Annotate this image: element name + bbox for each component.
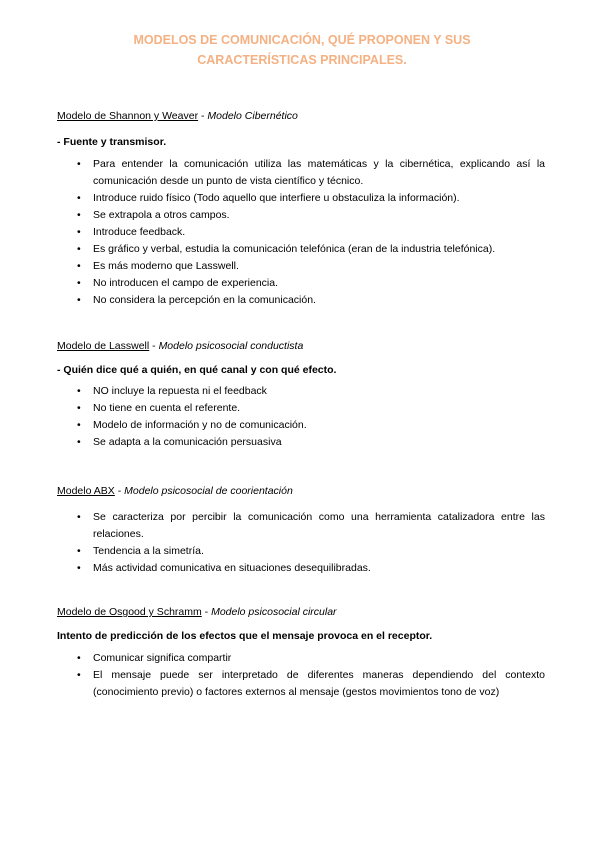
bullet-icon: •	[77, 545, 81, 557]
bullet-icon: •	[77, 562, 81, 574]
model-subtitle: Modelo Cibernético	[207, 110, 298, 122]
bullet-icon: •	[77, 209, 81, 221]
list-item: • Introduce ruido físico (Todo aquello que interfiere u obstaculiza la información).	[57, 190, 545, 207]
list-item: • Se adapta a la comunicación persuasiva	[57, 434, 545, 451]
model-name: Modelo de Osgood y Schramm	[57, 606, 202, 618]
section-shannon-weaver	[57, 108, 545, 309]
title-line-1: MODELOS DE COMUNICACIÓN, QUÉ PROPONEN Y SUS	[133, 33, 471, 47]
section-heading	[57, 483, 545, 499]
list-item: • Modelo de información y no de comunicación.	[57, 417, 545, 434]
model-subtitle: Modelo psicosocial de coorientación	[124, 485, 293, 497]
bullet-icon: •	[77, 294, 81, 306]
list-item: • Se caracteriza por percibir la comunicación como una herramienta catalizadora entre las relaciones.	[77, 511, 545, 540]
list-item: • No considera la percepción en la comunicación.	[57, 292, 545, 309]
bullet-icon: •	[77, 260, 81, 272]
section-heading	[57, 108, 545, 124]
heading-separator: -	[114, 485, 125, 497]
section-heading	[57, 338, 545, 354]
model-subtitle: Modelo psicosocial circular	[211, 606, 337, 618]
list-item: • El mensaje puede ser interpretado de diferentes maneras dependiendo del contexto (conocimiento previo) o factores externos al mensaje (gestos movimientos tono de voz)	[77, 669, 545, 698]
model-subtitle: Modelo psicosocial conductista	[158, 340, 304, 352]
section-abx	[57, 483, 545, 577]
list-item: • No introducen el campo de experiencia.	[57, 275, 545, 292]
heading-separator: -	[149, 340, 159, 352]
section-lead: - Fuente y transmisor.	[57, 136, 167, 148]
bullet-icon: •	[77, 385, 81, 397]
bullet-icon: •	[77, 192, 81, 204]
list-item: • Se extrapola a otros campos.	[57, 207, 545, 224]
list-item: • NO incluye la repuesta ni el feedback	[57, 383, 545, 400]
section-lasswell	[57, 338, 545, 451]
heading-separator: -	[198, 110, 208, 122]
bullet-icon: •	[77, 652, 81, 664]
list-item: • Más actividad comunicativa en situaciones desequilibradas.	[57, 560, 545, 577]
bullet-list	[57, 650, 545, 701]
bullet-icon: •	[77, 402, 81, 414]
bullet-icon: •	[77, 243, 81, 255]
section-heading	[57, 604, 545, 620]
list-item: • Es más moderno que Lasswell.	[57, 258, 545, 275]
bullet-icon: •	[77, 669, 81, 681]
list-item: • Para entender la comunicación utiliza las matemáticas y la cibernética, explicando así la comunicación desde un punto de vista científico y técnico.	[77, 158, 545, 187]
bullet-icon: •	[77, 226, 81, 238]
bullet-list	[57, 156, 545, 309]
model-name: Modelo ABX	[57, 485, 115, 497]
list-item: • Tendencia a la simetría.	[57, 543, 545, 560]
bullet-icon: •	[77, 419, 81, 431]
title-line-2: CARACTERÍSTICAS PRINCIPALES.	[197, 53, 407, 67]
document-title	[60, 30, 544, 70]
list-item: • Introduce feedback.	[57, 224, 545, 241]
section-lead: - Quién dice qué a quién, en qué canal y con qué efecto.	[57, 364, 337, 376]
bullet-icon: •	[77, 158, 81, 170]
list-item: • Es gráfico y verbal, estudia la comunicación telefónica (eran de la industria telefónica).	[57, 241, 545, 258]
section-lead: Intento de predicción de los efectos que el mensaje provoca en el receptor.	[57, 630, 433, 642]
model-name: Modelo de Shannon y Weaver	[57, 110, 199, 122]
bullet-list	[57, 383, 545, 451]
bullet-icon: •	[77, 277, 81, 289]
bullet-icon: •	[77, 436, 81, 448]
list-item: • Comunicar significa compartir	[57, 650, 545, 667]
bullet-list	[57, 509, 545, 577]
heading-separator: -	[201, 606, 212, 618]
model-name: Modelo de Lasswell	[57, 340, 150, 352]
bullet-icon: •	[77, 511, 81, 523]
list-item: • No tiene en cuenta el referente.	[57, 400, 545, 417]
section-osgood-schramm	[57, 604, 545, 701]
